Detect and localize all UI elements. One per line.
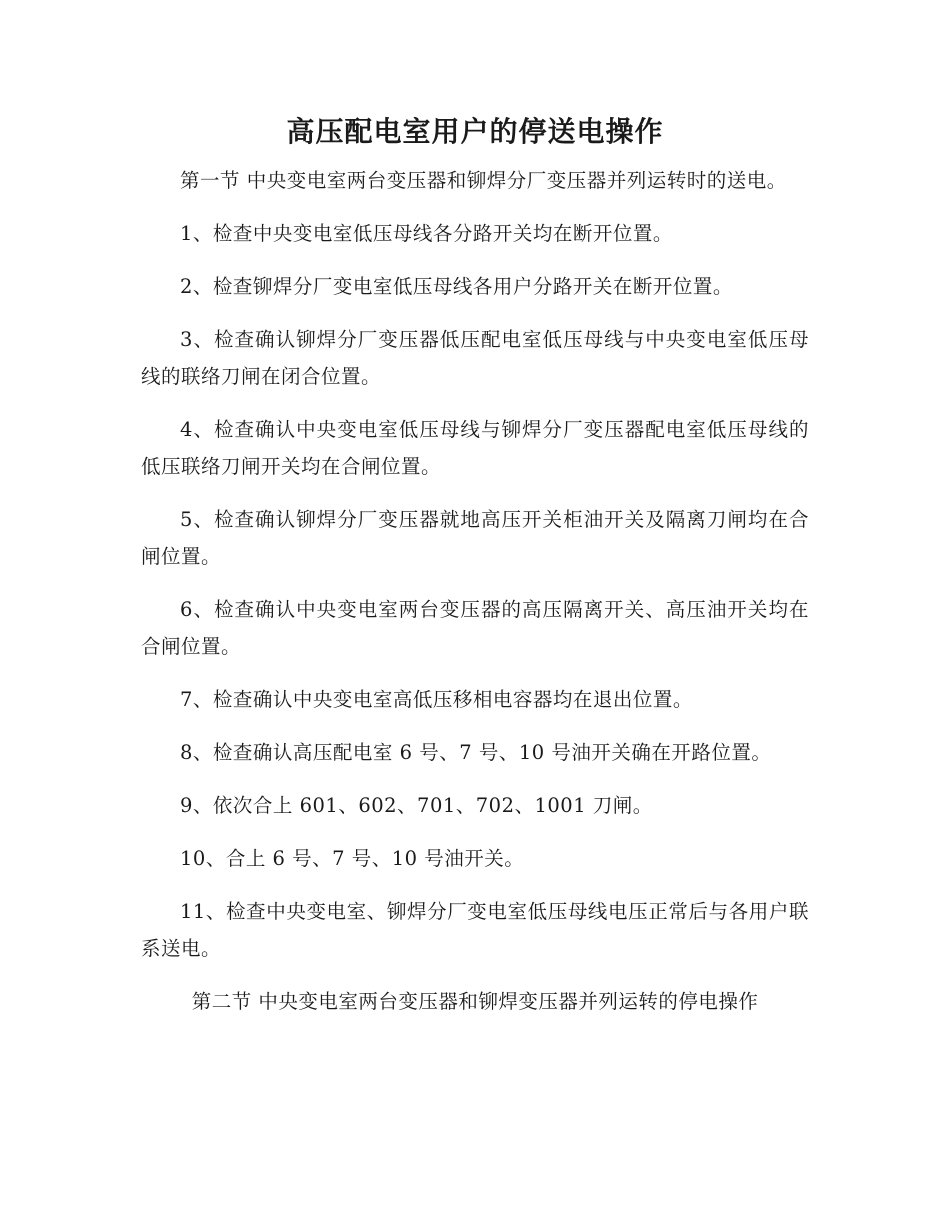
section-heading-1: 第一节 中央变电室两台变压器和铆焊分厂变压器并列运转时的送电。	[180, 169, 787, 192]
document-title: 高压配电室用户的停送电操作	[286, 115, 664, 148]
step-10: 10、合上 6 号、7 号、10 号油开关。	[180, 847, 525, 870]
step-1: 1、检查中央变电室低压母线各分路开关均在断开位置。	[180, 222, 673, 245]
step-7: 7、检查确认中央变电室高低压移相电容器均在退出位置。	[180, 688, 693, 711]
step-6: 6、检查确认中央变电室两台变压器的高压隔离开关、高压油开关均在合闸位置。	[141, 598, 809, 658]
step-3: 3、检查确认铆焊分厂变压器低压配电室低压母线与中央变电室低压母线的联络刀闸在闭合位置。	[141, 328, 809, 388]
step-4: 4、检查确认中央变电室低压母线与铆焊分厂变压器配电室低压母线的低压联络刀闸开关均在合闸位置。	[141, 418, 809, 478]
step-9: 9、依次合上 601、602、701、702、1001 刀闸。	[180, 794, 653, 817]
step-5: 5、检查确认铆焊分厂变压器就地高压开关柜油开关及隔离刀闸均在合闸位置。	[141, 508, 809, 568]
document-body	[141, 162, 809, 1036]
step-8: 8、检查确认高压配电室 6 号、7 号、10 号油开关确在开路位置。	[180, 741, 772, 764]
step-11: 11、检查中央变电室、铆焊分厂变电室低压母线电压正常后与各用户联系送电。	[141, 900, 809, 960]
section-heading-2: 第二节 中央变电室两台变压器和铆焊变压器并列运转的停电操作	[191, 990, 759, 1013]
step-2: 2、检查铆焊分厂变电室低压母线各用户分路开关在断开位置。	[180, 275, 733, 298]
